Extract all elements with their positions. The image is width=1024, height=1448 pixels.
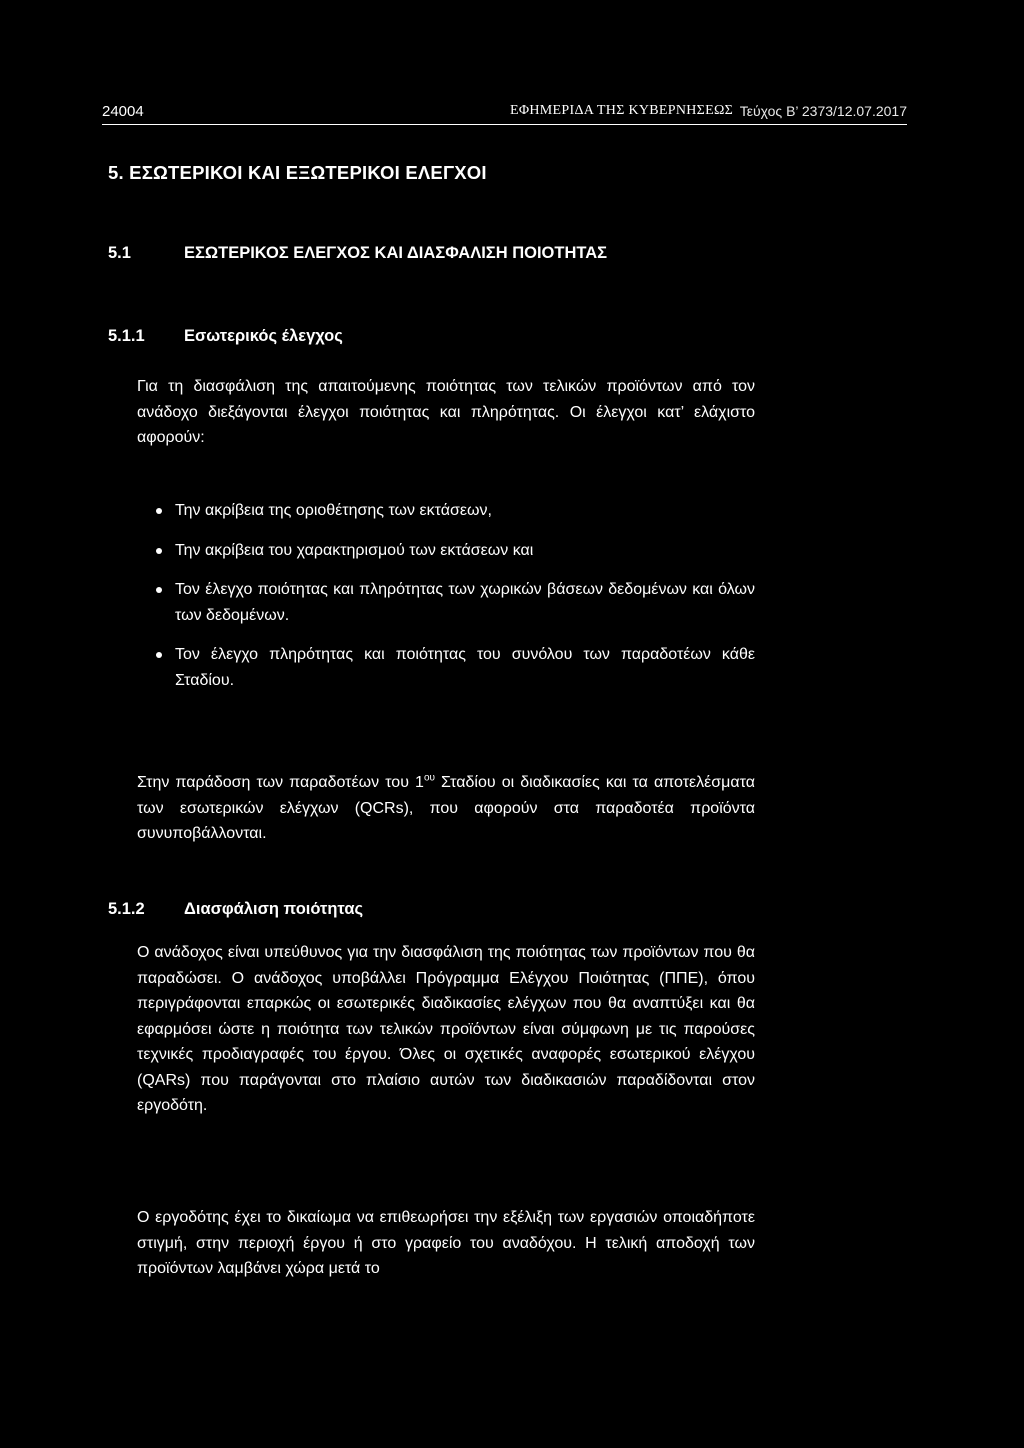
bullet-icon xyxy=(156,587,162,593)
section-title: Εσωτερικός έλεγχος xyxy=(184,327,343,345)
section-number: 5.1 xyxy=(108,244,131,262)
section-title: Διασφάλιση ποιότητας xyxy=(184,900,364,918)
bullet-icon xyxy=(156,548,162,554)
section-number: 5.1.1 xyxy=(108,327,145,345)
section-5-1-2-heading xyxy=(108,900,363,919)
internal-control-intro: Για τη διασφάλιση της απαιτούμενης ποιότητας των τελικών προϊόντων από τον ανάδοχο διεξάγονται έλεγχοι ποιότητας και πληρότητας. Οι έλεγχοι κατ’ ελάχιστο αφορούν: xyxy=(137,378,755,446)
section-number: 5.1.2 xyxy=(108,900,145,918)
list-item: Την ακρίβεια της οριοθέτησης των εκτάσεων, xyxy=(137,498,755,524)
page-header xyxy=(102,100,907,125)
list-item: Την ακρίβεια του χαρακτηρισμού των εκτάσεων και xyxy=(137,538,755,564)
control-bullet-list xyxy=(137,498,755,707)
employer-inspection-paragraph: Ο εργοδότης έχει το δικαίωμα να επιθεωρήσει την εξέλιξη των εργασιών οποιαδήποτε στιγμή, στην περιοχή έργου ή στο γραφείο του αναδόχου. Η τελική αποδοχή των προϊόντων λαμβάνει χώρα μετά το xyxy=(137,1209,755,1277)
bullet-icon xyxy=(156,508,162,514)
delivery-paragraph: Στην παράδοση των παραδοτέων του $1^{o\upsilon}$ Σταδίου οι διαδικασίες και τα αποτελέσματα των εσωτερικών ελέγχων (QCRs), που αφορούν στα παραδοτέα προϊόντα συνυποβάλλονται. xyxy=(137,772,755,842)
section-5-1-1-heading xyxy=(108,327,343,346)
section-5-1-heading xyxy=(108,244,607,263)
quality-assurance-paragraph: Ο ανάδοχος είναι υπεύθυνος για την διασφάλιση της ποιότητας των προϊόντων που θα παραδώσει. Ο ανάδοχος υποβάλλει Πρόγραμμα Ελέγχου Ποιότητας (ΠΠΕ), όπου περιγράφονται επαρκώς οι εσωτερικές διαδικασίες ελέγχων που θα αναπτύξει και θα εφαρμόσει ώστε η ποιότητα των τελικών προϊόντων είναι σύμφωνη με τις παρούσες τεχνικές προδιαγραφές του έργου. Όλες οι σχετικές αναφορές εσωτερικού ελέγχου (QARs) που παράγονται στο πλαίσιο αυτών των διαδικασιών παραδίδονται στον εργοδότη. xyxy=(137,944,755,1114)
section-title: ΕΣΩΤΕΡΙΚΟΣ ΕΛΕΓΧΟΣ ΚΑΙ ΔΙΑΣΦΑΛΙΣΗ ΠΟΙΟΤΗΤΑΣ xyxy=(184,244,608,262)
bullet-icon xyxy=(156,652,162,658)
section-5-heading: 5. ΕΣΩΤΕΡΙΚΟΙ ΚΑΙ ΕΞΩΤΕΡΙΚΟΙ ΕΛΕΓΧΟΙ xyxy=(108,162,487,183)
issue-reference: Τεύχος Β’ 2373/12.07.2017 xyxy=(739,103,907,119)
gazette-title: ΕΦΗΜΕΡΙΔΑ ΤΗΣ ΚΥΒΕΡΝΗΣΕΩΣ xyxy=(510,103,734,118)
list-item: Τον έλεγχο πληρότητας και ποιότητας του συνόλου των παραδοτέων κάθε Σταδίου. xyxy=(137,642,755,693)
page-number: 24004 xyxy=(102,103,144,120)
ordinal-superscript: ου xyxy=(423,772,435,784)
list-item: Τον έλεγχο ποιότητας και πληρότητας των χωρικών βάσεων δεδομένων και όλων των δεδομένων. xyxy=(137,577,755,628)
